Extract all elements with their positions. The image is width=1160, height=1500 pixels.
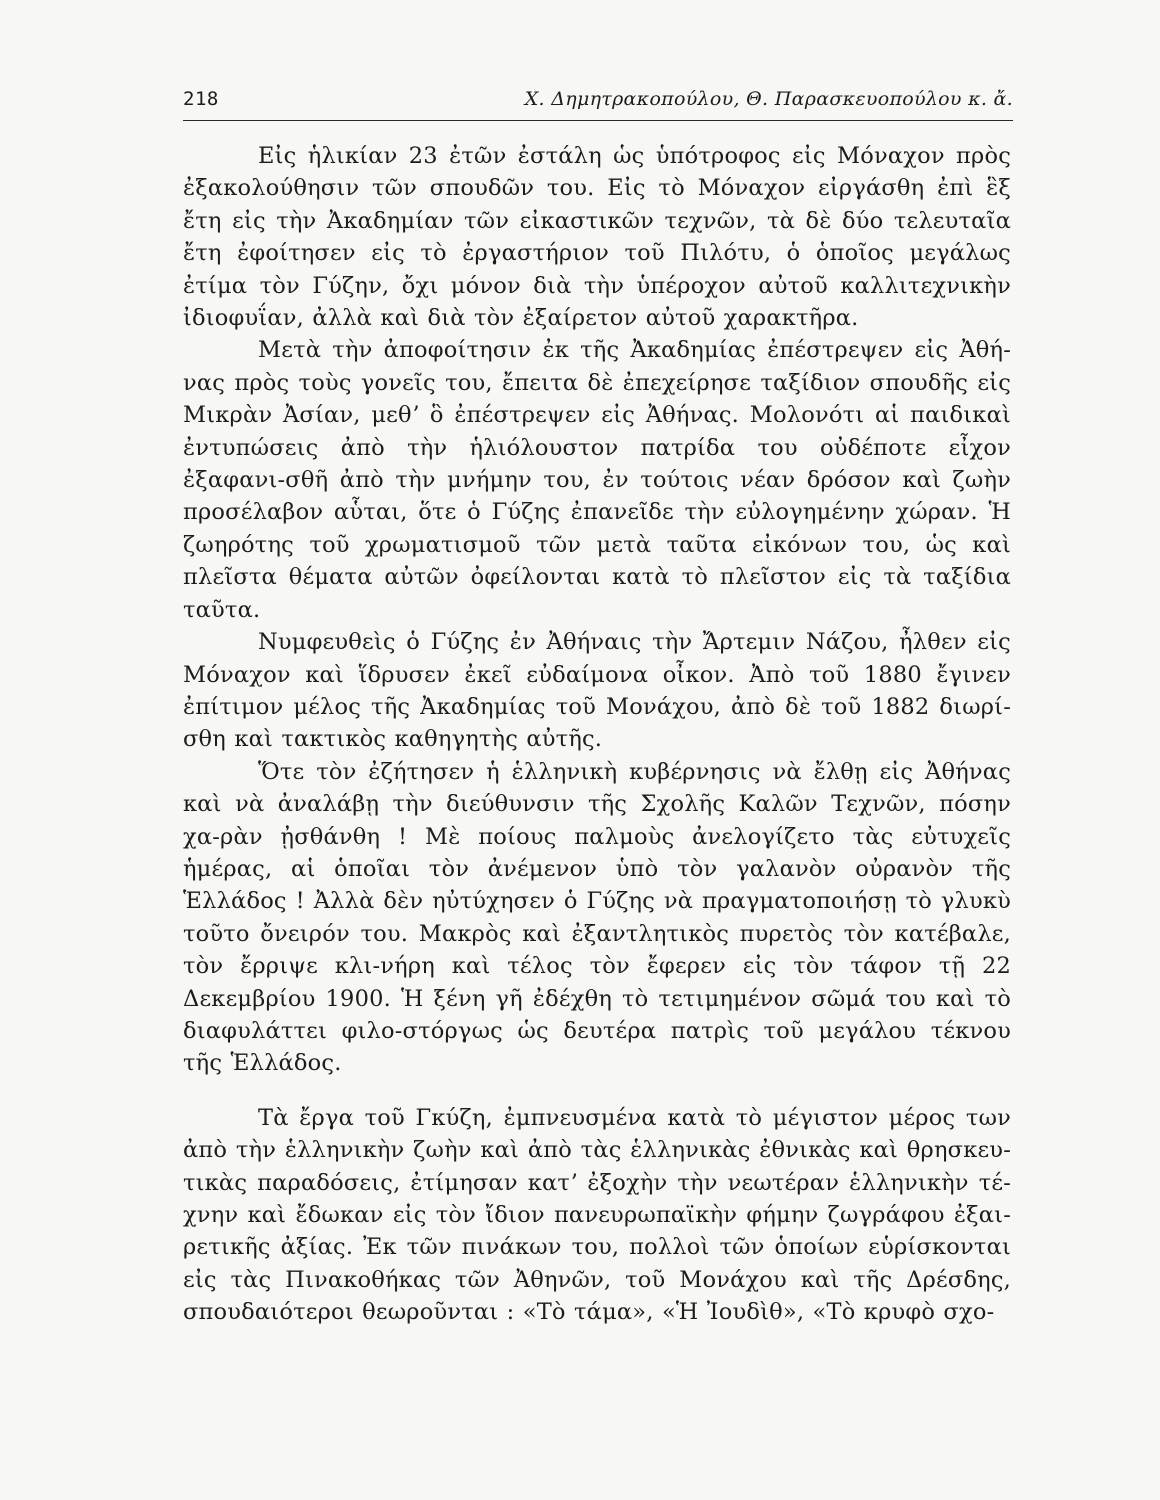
body-text bbox=[183, 140, 1011, 1329]
paragraph-works: Τὰ ἔργα τοῦ Γκύζη, ἐμπνευσμένα κατὰ τὸ μέγιστον μέρος των ἀπὸ τὴν ἑλληνικὴν ζωὴν καὶ ἀπὸ τὰς ἑλληνικὰς ἐθνικὰς καὶ θρησκευ-τικὰς παραδόσεις, ἐτίμησαν κατʼ ἐξοχὴν τὴν νεωτέραν ἑλληνικὴν τέ-χνην καὶ ἔδωκαν εἰς τὸν ἴδιον πανευρωπαϊκὴν φήμην ζωγράφου ἐξαι-ρετικῆς ἀξίας. Ἐκ τῶν πινάκων του, πολλοὶ τῶν ὁποίων εὑρίσκονται εἰς τὰς Πινακοθήκας τῶν Ἀθηνῶν, τοῦ Μονάχου καὶ τῆς Δρέσδης, σπουδαιότεροι θεωροῦνται : «Τὸ τάμα», «Ἡ Ἰουδὶθ», «Τὸ κρυφὸ σχο- bbox=[183, 1104, 1011, 1326]
running-title: Χ. Δημητρακοπούλου, Θ. Παρασκευοπούλου κ. ἄ. bbox=[524, 88, 1013, 110]
paragraph-marriage-academy: Νυμφευθεὶς ὁ Γύζης ἐν Ἀθήναις τὴν Ἄρτεμιν Νάζου, ἦλθεν εἰς Μόναχον καὶ ἵδρυσεν ἐκεῖ εὐδαίμονα οἶκον. Ἀπὸ τοῦ 1880 ἔγινεν ἐπίτιμον μέλος τῆς Ἀκαδημίας τοῦ Μονάχου, ἀπὸ δὲ τοῦ 1882 διωρί-σθη καὶ τακτικὸς καθηγητὴς αὐτῆς. bbox=[183, 629, 1011, 753]
paragraph-munich-studies: Εἰς ἡλικίαν 23 ἐτῶν ἐστάλη ὡς ὑπότροφος εἰς Μόναχον πρὸς ἐξακολούθησιν τῶν σπουδῶν του. Εἰς τὸ Μόναχον εἰργάσθη ἐπὶ ἓξ ἔτη εἰς τὴν Ἀκαδημίαν τῶν εἰκαστικῶν τεχνῶν, τὰ δὲ δύο τελευταῖα ἔτη ἐφοίτησεν εἰς τὸ ἐργαστήριον τοῦ Πιλότυ, ὁ ὁποῖος μεγάλως ἐτίμα τὸν Γύζην, ὄχι μόνον διὰ τὴν ὑπέροχον αὐτοῦ καλλιτεχνικὴν ἰδιοφυΐαν, ἀλλὰ καὶ διὰ τὸν ἐξαίρετον αὐτοῦ χαρακτῆρα. bbox=[183, 143, 1011, 332]
paragraph-death: Ὅτε τὸν ἐζήτησεν ἡ ἑλληνικὴ κυβέρνησις νὰ ἔλθῃ εἰς Ἀθήνας καὶ νὰ ἀναλάβῃ τὴν διεύθυνσιν τῆς Σχολῆς Καλῶν Τεχνῶν, πόσην χα-ρὰν ᾐσθάνθη ! Μὲ ποίους παλμοὺς ἀνελογίζετο τὰς εὐτυχεῖς ἡμέρας, αἱ ὁποῖαι τὸν ἀνέμενον ὑπὸ τὸν γαλανὸν οὐρανὸν τῆς Ἑλλάδος ! Ἀλλὰ δὲν ηὐτύχησεν ὁ Γύζης νὰ πραγματοποιήσῃ τὸ γλυκὺ τοῦτο ὄνειρόν του. Μακρὸς καὶ ἐξαντλητικὸς πυρετὸς τὸν κατέβαλε, τὸν ἔρριψε κλι-νήρη καὶ τέλος τὸν ἔφερεν εἰς τὸν τάφον τῇ 22 Δεκεμβρίου 1900. Ἡ ξένη γῆ ἐδέχθη τὸ τετιμημένον σῶμά του καὶ τὸ διαφυλάττει φιλο-στόργως ὡς δευτέρα πατρὶς τοῦ μεγάλου τέκνου τῆς Ἑλλάδος. bbox=[183, 758, 1011, 1077]
page-number: 218 bbox=[183, 88, 219, 110]
running-header bbox=[183, 86, 1013, 121]
paragraph-return-to-athens: Μετὰ τὴν ἀποφοίτησιν ἐκ τῆς Ἀκαδημίας ἐπέστρεψεν εἰς Ἀθή-νας πρὸς τοὺς γονεῖς του, ἔπειτα δὲ ἐπεχείρησε ταξίδιον σπουδῆς εἰς Μικρὰν Ἀσίαν, μεθʼ ὃ ἐπέστρεψεν εἰς Ἀθήνας. Μολονότι αἱ παιδικαὶ ἐντυπώσεις ἀπὸ τὴν ἡλιόλουστον πατρίδα του οὐδέποτε εἶχον ἐξαφανι-σθῆ ἀπὸ τὴν μνήμην του, ἐν τούτοις νέαν δρόσον καὶ ζωὴν προσέλαβον αὗται, ὅτε ὁ Γύζης ἐπανεῖδε τὴν εὐλογημένην χώραν. Ἡ ζωηρότης τοῦ χρωματισμοῦ τῶν μετὰ ταῦτα εἰκόνων του, ὡς καὶ πλεῖστα θέματα αὐτῶν ὀφείλονται κατὰ τὸ πλεῖστον εἰς τὰ ταξίδια ταῦτα. bbox=[183, 337, 1011, 623]
